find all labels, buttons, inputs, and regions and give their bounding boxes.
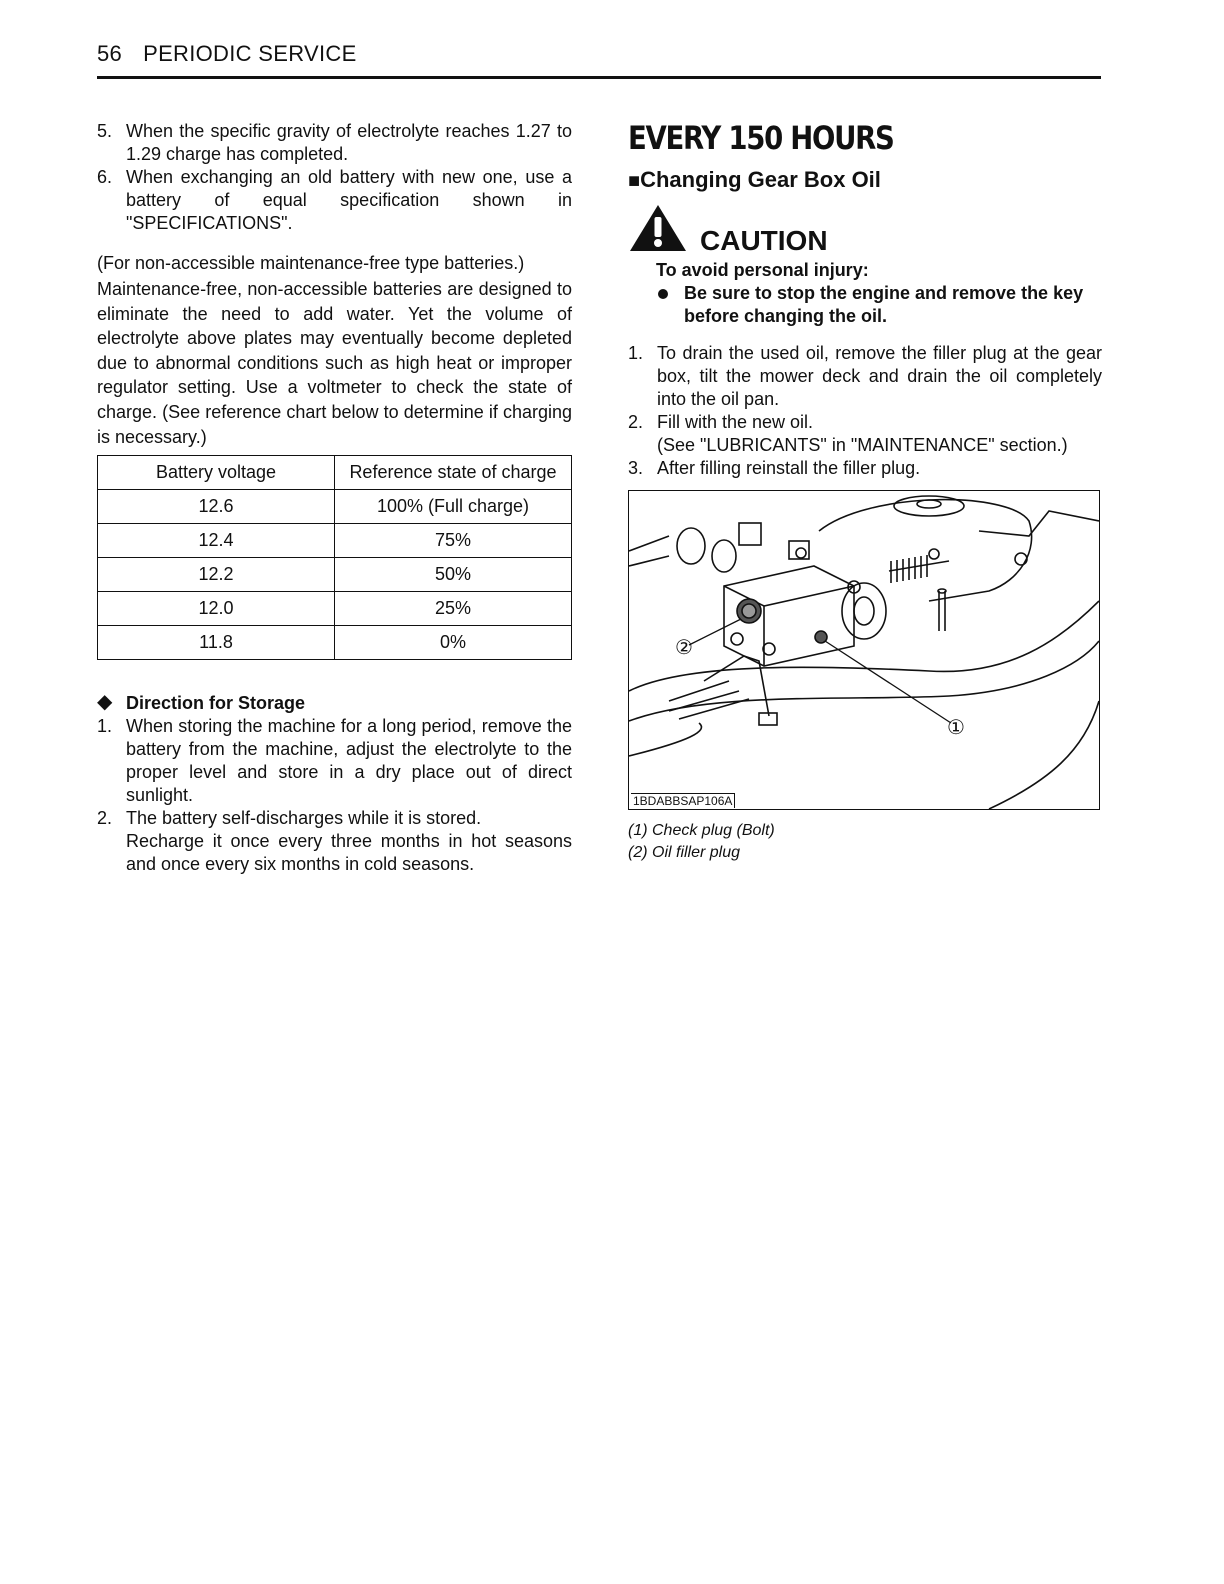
bullet-dot-icon — [658, 289, 668, 299]
caution-subtitle: To avoid personal injury: — [656, 260, 869, 280]
note-body: Maintenance-free, non-accessible batteries are designed to eliminate the need to add water. Yet the volume of electrolyte above plates may eventually become depleted due to abnormal conditions such as high heat or improper regulator setting. Use a voltmeter to check the state of charge. (See reference chart below to determine if charging is necessary.) — [97, 279, 572, 447]
list-item — [97, 715, 572, 807]
item-number: 1. — [97, 716, 113, 737]
table-cell: 12.6 — [98, 490, 335, 524]
item-number: 2. — [628, 412, 644, 432]
page-number: 56 — [97, 41, 123, 66]
table-cell: 11.8 — [98, 626, 335, 660]
gear-box-illustration — [629, 491, 1099, 809]
caption-oil-filler-plug: (2) Oil filler plug — [628, 844, 741, 861]
item-text: After filling reinstall the filler plug. — [657, 458, 921, 478]
caution-word: CAUTION — [700, 225, 828, 256]
figure-code: 1BDABBSAP106A — [631, 793, 735, 808]
item-text: (See "LUBRICANTS" in "MAINTENANCE" section.) — [657, 435, 1068, 455]
caution-bullet — [656, 282, 1102, 328]
table-cell: 12.2 — [98, 558, 335, 592]
callout-1: ① — [947, 715, 965, 739]
storage-heading — [97, 692, 572, 715]
item-text-line: battery of equal specification shown in — [126, 190, 572, 210]
section-title: PERIODIC SERVICE — [143, 41, 357, 66]
table-cell: 100% (Full charge) — [335, 490, 572, 524]
list-item — [97, 120, 572, 166]
item-text: The battery self-discharges while it is stored. — [126, 808, 482, 829]
note-heading: (For non-accessible maintenance-free type batteries.) — [97, 253, 525, 273]
steps-list — [628, 342, 1102, 480]
item-number: 5. — [97, 121, 113, 141]
item-text: Recharge it once every three months in hot seasons and once every six months in cold seasons. — [126, 831, 572, 875]
caution-body — [628, 259, 1102, 328]
item-text: Fill with the new oil. — [657, 412, 814, 432]
figure-captions — [628, 820, 1102, 864]
table-header-cell: Reference state of charge — [335, 456, 572, 490]
warning-triangle-icon — [628, 203, 688, 253]
battery-charge-table — [97, 455, 572, 660]
item-number: 3. — [628, 458, 644, 478]
item-number: 1. — [628, 343, 644, 363]
table-cell: 0% — [335, 626, 572, 660]
page-header — [97, 40, 1101, 79]
right-column — [628, 120, 1102, 864]
item-text: When storing the machine for a long period, remove the battery from the machine, adjust the electrolyte to the proper level and store in a dry place out of direct sunlight. — [126, 716, 572, 806]
list-item — [628, 411, 1102, 457]
table-row — [98, 592, 572, 626]
table-cell: 75% — [335, 524, 572, 558]
list-item — [628, 457, 1102, 480]
maintenance-free-note — [97, 252, 572, 449]
item-number: 2. — [97, 808, 113, 829]
table-cell: 12.0 — [98, 592, 335, 626]
item-text: To drain the used oil, remove the filler plug at the gear box, tilt the mower deck and drain the oil completely into the oil pan. — [657, 343, 1102, 409]
caption-check-plug: (1) Check plug (Bolt) — [628, 822, 775, 839]
list-item — [628, 342, 1102, 411]
item-text: When the specific gravity of electrolyte reaches 1.27 to 1.29 charge has completed. — [126, 121, 572, 164]
hours-heading: EVERY 150 HOURS — [628, 119, 894, 157]
left-column — [97, 120, 572, 876]
gear-box-heading — [628, 166, 1102, 195]
table-row — [98, 524, 572, 558]
table-cell: 50% — [335, 558, 572, 592]
storage-title: Direction for Storage — [126, 693, 306, 714]
callout-2: ② — [675, 635, 693, 659]
item-number: 6. — [97, 167, 113, 187]
square-bullet-icon: ■ — [628, 170, 641, 192]
list-item — [97, 807, 572, 876]
item-text-line: When exchanging an old battery with new one, use a — [126, 167, 572, 187]
table-cell: 25% — [335, 592, 572, 626]
table-cell: 12.4 — [98, 524, 335, 558]
table-row — [98, 626, 572, 660]
table-row — [98, 490, 572, 524]
table-row — [98, 558, 572, 592]
gear-box-figure — [628, 490, 1100, 810]
gear-box-title: Changing Gear Box Oil — [640, 167, 881, 192]
table-header-cell: Battery voltage — [98, 456, 335, 490]
table-header-row — [98, 456, 572, 490]
caution-bullet-text: Be sure to stop the engine and remove the key before changing the oil. — [684, 283, 1084, 326]
list-item — [97, 166, 572, 235]
caution-box — [628, 201, 1102, 259]
diamond-bullet-icon: ◆ — [97, 691, 113, 714]
item-text-line: "SPECIFICATIONS". — [126, 213, 293, 233]
